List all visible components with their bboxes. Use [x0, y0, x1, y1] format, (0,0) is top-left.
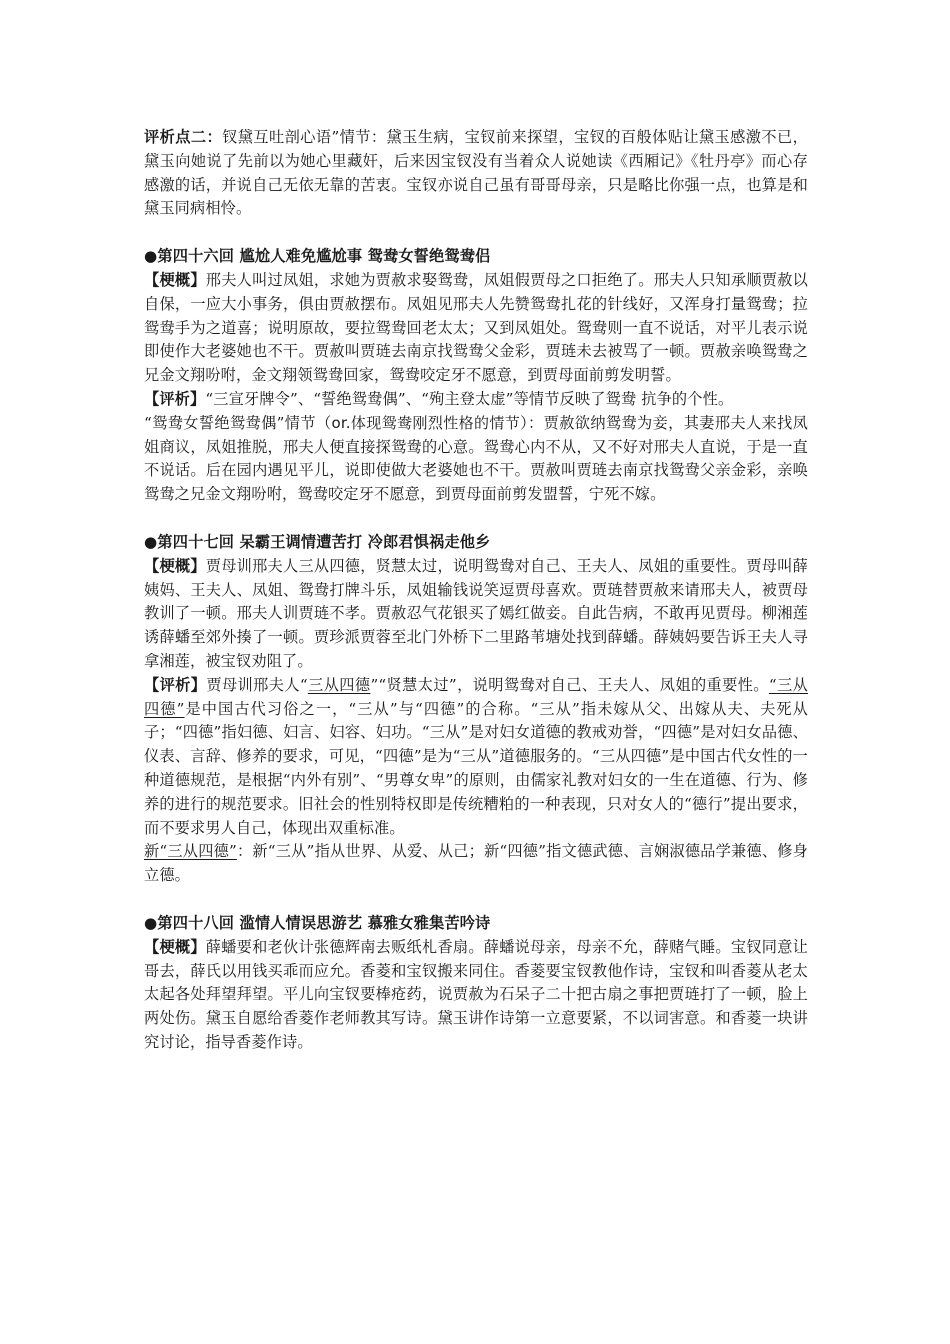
chapter-46-summary — [144, 269, 808, 388]
plot-text-note: or.体现鸳鸯刚烈性格的情节 — [331, 413, 521, 432]
underlined-term: “三从四德” — [144, 675, 809, 718]
summary-text: 薛蟠要和老伙计张德辉南去贩纸札香扇。薛蟠说母亲，母亲不允，薛赌气睡。宝钗同意让哥去，薛氏以用钱买乖而应允。香菱和宝钗搬来同住。香菱要宝钗教他作诗，宝钗和叫香菱从老太太起各处拜望拜望。平儿向宝钗要棒疮药，说贾赦为石呆子二十把古扇之事把贾琏打了一顿，脸上两处伤。黛玉自愿给香菱作老师教其写诗。黛玉讲作诗第一立意要紧，不以词害意。和香菱一块讲究讨论，指导香菱作诗。 — [144, 937, 808, 1051]
comment-tag: 【评析】 — [144, 675, 207, 694]
analysis-point-text: 钗黛互吐剖心语”情节：黛玉生病，宝钗前来探望，宝钗的百般体贴让黛玉感激不已，黛玉向她说了先前以为她心里藏奸，后来因宝钗没有当着众人说她读《西厢记》《牡丹亭》而心存感激的话，并说自己无依无靠的苦衷。宝钗亦说自己虽有哥哥母亲，只是略比你强一点，也算是和黛玉同病相怜。 — [144, 128, 808, 218]
summary-tag: 【梗概】 — [144, 556, 206, 575]
chapter-47-title: ●第四十七回 呆霸王调情遭苦打 冷郎君惧祸走他乡 — [144, 532, 491, 551]
plot-text-a: “鸳鸯女誓绝鸳鸯偶”情节（ — [144, 413, 332, 432]
analysis-point-label: 评析点二： — [144, 128, 223, 146]
underlined-term: 三从四德 — [307, 675, 371, 694]
spacer — [144, 221, 808, 245]
chapter-48-summary — [144, 936, 808, 1055]
chapter-48-title: ●第四十八回 滥情人情误思游艺 慕雅女雅集苦吟诗 — [144, 913, 491, 932]
chapter-47-comment — [144, 674, 808, 841]
analysis-point-two — [144, 126, 808, 221]
new-virtues-text: ：新“三从”指从世界、从爱、从己；新“四德”指文德武德、言娴淑德品学兼德、修身立德。 — [144, 842, 808, 885]
underlined-term: 新“三从四德” — [144, 842, 237, 861]
spacer — [144, 888, 808, 912]
chapter-46-title: ●第四十六回 尴尬人难免尴尬事 鸳鸯女誓绝鸳鸯侣 — [144, 247, 491, 266]
chapter-47-new-virtues — [144, 840, 808, 888]
summary-tag: 【梗概】 — [144, 937, 206, 956]
plot-text-c: ）：贾赦欲纳鸳鸯为妾，其妻邢夫人来找凤姐商议，凤姐推脱，邢夫人便直接探鸳鸯的心意。鸳鸯心内不从，又不好对邢夫人直说，于是一直不说话。后在园内遇见平儿，说即使做大老婆她也不干。贾赦叫贾琏去南京找鸳鸯父亲金彩，亲唤鸳鸯之兄金文翔吩咐，鸳鸯咬定牙不愿意，到贾母面前剪发盟誓，宁死不嫁。 — [144, 413, 809, 504]
comment-tag: 【评析】 — [144, 389, 206, 408]
chapter-46-comment — [144, 388, 808, 412]
summary-text: 贾母训邢夫人三从四德，贤慧太过，说明鸳鸯对自己、王夫人、凤姐的重要性。贾母叫薛姨妈、王夫人、凤姐、鸳鸯打牌斗乐，凤姐输钱说笑逗贾母喜欢。贾琏替贾赦来请邢夫人，被贾母教训了一顿。邢夫人训贾琏不孝。贾赦忍气花银买了嫣红做妾。自此告病，不敢再见贾母。柳湘莲诱薛蟠至郊外揍了一顿。贾珍派贾蓉至北门外桥下二里路苇塘处找到薛蟠。薛姨妈要告诉王夫人寻拿湘莲，被宝钗劝阻了。 — [144, 556, 808, 670]
chapter-47-summary — [144, 555, 808, 674]
summary-tag: 【梗概】 — [144, 270, 206, 289]
comment-text-3: ”“贤慧太过”，说明鸳鸯对自己、王夫人、凤姐的重要性。 — [370, 675, 769, 694]
spacer — [144, 507, 808, 531]
chapter-46-plot — [144, 412, 808, 507]
document-page — [144, 126, 808, 1055]
comment-text: “三宣牙牌令”、“誓绝鸳鸯偶”、“殉主登太虚”等情节反映了鸳鸯 抗争的个性。 — [205, 389, 734, 408]
comment-text-1: 贾母训邢夫人“ — [206, 675, 308, 694]
summary-text: 邢夫人叫过凤姐，求她为贾赦求娶鸳鸯，凤姐假贾母之口拒绝了。邢夫人只知承顺贾赦以自保，一应大小事务，俱由贾赦摆布。凤姐见邢夫人先赞鸳鸯扎花的针线好，又浑身打量鸳鸯；拉鸳鸯手为之道喜；说明原故，要拉鸳鸯回老太太；又到凤姐处。鸳鸯则一直不说话，对平儿表示说即使作大老婆她也不干。贾赦叫贾琏去南京找鸳鸯父金彩，贾琏未去被骂了一顿。贾赦亲唤鸳鸯之兄金文翔吩咐，金文翔领鸳鸯回家，鸳鸯咬定牙不愿意，到贾母面前剪发明誓。 — [144, 270, 808, 385]
comment-text-5: 是中国古代习俗之一，“三从”与“四德”的合称。“三从”指未嫁从父、出嫁从夫、夫死从子；“四德”指妇德、妇言、妇容、妇功。“三从”是对妇女道德的教戒劝誉，“四德”是对妇女品德、仪表、言辞、修养的要求，可见，“四德”是为“三从”道德服务的。“三从四德”是中国古代女性的一种道德规范，是根据“内外有别”、“男尊女卑”的原则，由儒家礼教对妇女的一生在道德、行为、修养的进行的规范要求。旧社会的性别特权即是传统糟粕的一种表现，只对女人的“德行”提出要求，而不要求男人自己，体现出双重标准。 — [144, 699, 808, 837]
